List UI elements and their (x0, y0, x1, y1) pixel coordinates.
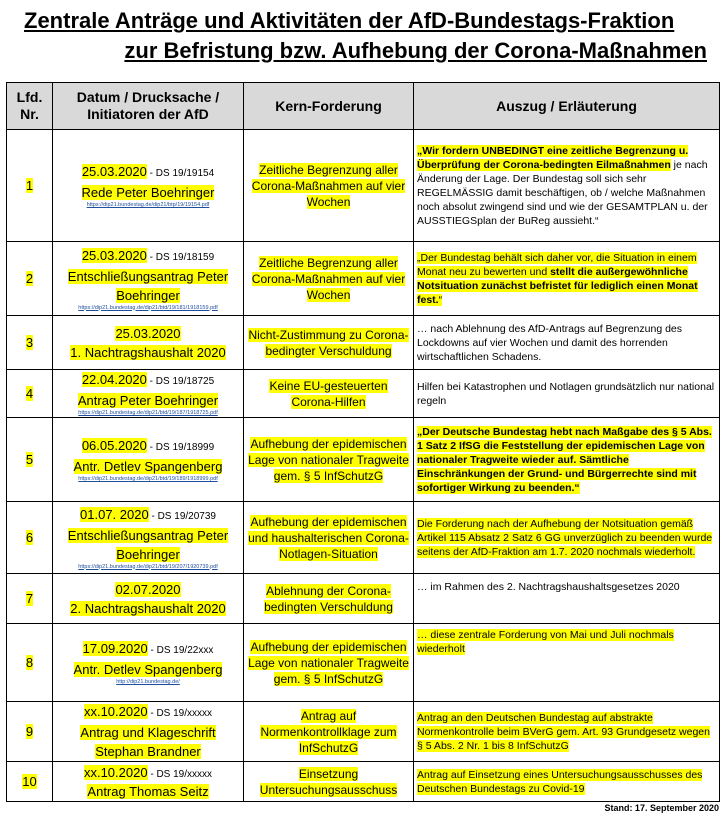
row-nr: 10 (7, 762, 53, 802)
row-kern: Zeitliche Begrenzung aller Corona-Maßnahmen auf vier Wochen (244, 130, 414, 242)
antraege-table (6, 82, 720, 802)
row-kern: Einsetzung Untersuchungsausschuss (244, 762, 414, 802)
row-auszug: Antrag an den Deutschen Bundestag auf abstrakte Normenkontrolle beim BVerG gem. Art. 93 Grundgesetz wegen § 5 Abs. 2 Nr. 1 bis 8 InfSchutzG (414, 702, 720, 762)
table-row (7, 242, 720, 316)
drucksache-link[interactable]: https://dip21.bundestag.de/dip21/btp/19/19154.pdf (86, 202, 210, 208)
row-nr: 4 (7, 370, 53, 418)
row-auszug: … nach Ablehnung des AfD-Antrags auf Begrenzung des Lockdowns auf vier Wochen und damit des horrenden wirtschaftlichen Schadens. (414, 316, 720, 370)
table-row (7, 316, 720, 370)
row-nr: 5 (7, 418, 53, 502)
row-kern: Aufhebung der epidemischen Lage von nationaler Tragweite gem. § 5 InfSchutzG (244, 624, 414, 702)
drucksache-link[interactable]: https://dip21.bundestag.de/dip21/btd/19/207/1920739.pdf (78, 563, 218, 570)
row-datum: 01.07. 2020 - DS 19/20739 Entschließungsantrag Peter Boehringer https://dip21.bundestag.de/dip21/btd/19/207/1920739.pdf (53, 502, 244, 574)
row-kern: Zeitliche Begrenzung aller Corona-Maßnahmen auf vier Wochen (244, 242, 414, 316)
row-auszug: … im Rahmen des 2. Nachtragshaushaltsgesetzes 2020 (414, 574, 720, 624)
table-row (7, 702, 720, 762)
row-auszug: … diese zentrale Forderung von Mai und Juli nochmals wiederholt (414, 624, 720, 702)
row-nr: 8 (7, 624, 53, 702)
row-auszug: „Der Bundestag behält sich daher vor, die Situation in einem Monat neu zu bewerten und stellt die außergewöhnliche Notsituation zunächst befristet für lediglich einen Monat fest.“ (414, 242, 720, 316)
row-kern: Ablehnung der Corona-bedingten Verschuldung (244, 574, 414, 624)
row-nr: 3 (7, 316, 53, 370)
drucksache-link[interactable]: https://dip21.bundestag.de/dip21/btd/19/181/1918159.pdf (78, 304, 218, 311)
drucksache-link[interactable]: https://dip21.bundestag.de/dip21/btd/19/189/1918999.pdf (78, 476, 218, 482)
row-nr: 9 (7, 702, 53, 762)
row-datum: xx.10.2020 - DS 19/xxxxx Antrag und Klageschrift Stephan Brandner (53, 702, 244, 762)
row-datum: 02.07.2020 2. Nachtragshaushalt 2020 (53, 574, 244, 624)
header-nr: Lfd. Nr. (7, 83, 53, 130)
table-row (7, 418, 720, 502)
table-row (7, 370, 720, 418)
row-datum: 25.03.2020 - DS 19/19154 Rede Peter Boehringer https://dip21.bundestag.de/dip21/btp/19/19154.pdf (53, 130, 244, 242)
table-row (7, 762, 720, 802)
row-nr: 1 (7, 130, 53, 242)
header-kern: Kern-Forderung (244, 83, 414, 130)
header-datum: Datum / Drucksache / Initiatoren der AfD (53, 83, 244, 130)
row-nr: 2 (7, 242, 53, 316)
row-kern: Keine EU-gesteuerten Corona-Hilfen (244, 370, 414, 418)
row-kern: Aufhebung der epidemischen und haushalterischen Corona-Notlagen-Situation (244, 502, 414, 574)
row-kern: Antrag auf Normenkontrollklage zum InfSchutzG (244, 702, 414, 762)
table-row (7, 624, 720, 702)
row-auszug: Hilfen bei Katastrophen und Notlagen grundsätzlich nur national regeln (414, 370, 720, 418)
drucksache-link[interactable]: https://dip21.bundestag.de/dip21/btd/19/187/1918725.pdf (78, 410, 218, 416)
title-line-1: Zentrale Anträge und Aktivitäten der AfD-Bundestags-Fraktion (24, 8, 675, 33)
row-datum: 06.05.2020 - DS 19/18999 Antr. Detlev Spangenberg https://dip21.bundestag.de/dip21/btd/19/189/1918999.pdf (53, 418, 244, 502)
row-kern: Aufhebung der epidemischen Lage von nationaler Tragweite gem. § 5 InfSchutzG (244, 418, 414, 502)
title-line-2: zur Befristung bzw. Aufhebung der Corona-Maßnahmen (124, 38, 707, 63)
header-row (7, 83, 720, 130)
row-auszug: „Der Deutsche Bundestag hebt nach Maßgabe des § 5 Abs. 1 Satz 2 IfSG die Feststellung der epidemischen Lage von nationaler Tragweite wieder auf. Sämtliche Einschränkungen der Grund- und Bürgerrechte sind mit sofortiger Wirkung zu beenden.“ (414, 418, 720, 502)
row-datum: 25.03.2020 1. Nachtragshaushalt 2020 (53, 316, 244, 370)
row-nr: 6 (7, 502, 53, 574)
table-row (7, 130, 720, 242)
row-datum: 17.09.2020 - DS 19/22xxx Antr. Detlev Spangenberg http://dip21.bundestag.de/ (53, 624, 244, 702)
row-nr: 7 (7, 574, 53, 624)
row-datum: xx.10.2020 - DS 19/xxxxx Antrag Thomas Seitz (53, 762, 244, 802)
row-auszug: „Wir fordern UNBEDINGT eine zeitliche Begrenzung u. Überprüfung der Corona-bedingten Eilmaßnahmen je nach Änderung der Lage. Der Bundestag soll sich sehr REGELMÄSSIG damit beschäftigen, ob / welche Maßnahmen noch absolut zwingend sind und wie der GESAMTPLAN u. der AUSSTIEGSplan der BuReg aussieht.“ (414, 130, 720, 242)
row-datum: 22.04.2020 - DS 19/18725 Antrag Peter Boehringer https://dip21.bundestag.de/dip21/btd/19/187/1918725.pdf (53, 370, 244, 418)
row-kern: Nicht-Zustimmung zu Corona-bedingter Verschuldung (244, 316, 414, 370)
header-auszug: Auszug / Erläuterung (414, 83, 720, 130)
table-row (7, 502, 720, 574)
table-row (7, 574, 720, 624)
row-datum: 25.03.2020 - DS 19/18159 Entschließungsantrag Peter Boehringer https://dip21.bundestag.de/dip21/btd/19/181/1918159.pdf (53, 242, 244, 316)
row-auszug: Die Forderung nach der Aufhebung der Notsituation gemäß Artikel 115 Absatz 2 Satz 6 GG unverzüglich zu beenden wurde seitens der AfD-Fraktion am 1.7. 2020 nochmals wiederholt. (414, 502, 720, 574)
row-auszug: Antrag auf Einsetzung eines Untersuchungsausschusses des Deutschen Bundestags zu Covid-19 (414, 762, 720, 802)
drucksache-link[interactable]: http://dip21.bundestag.de/ (116, 679, 180, 685)
stand-date: Stand: 17. September 2020 (604, 803, 719, 813)
